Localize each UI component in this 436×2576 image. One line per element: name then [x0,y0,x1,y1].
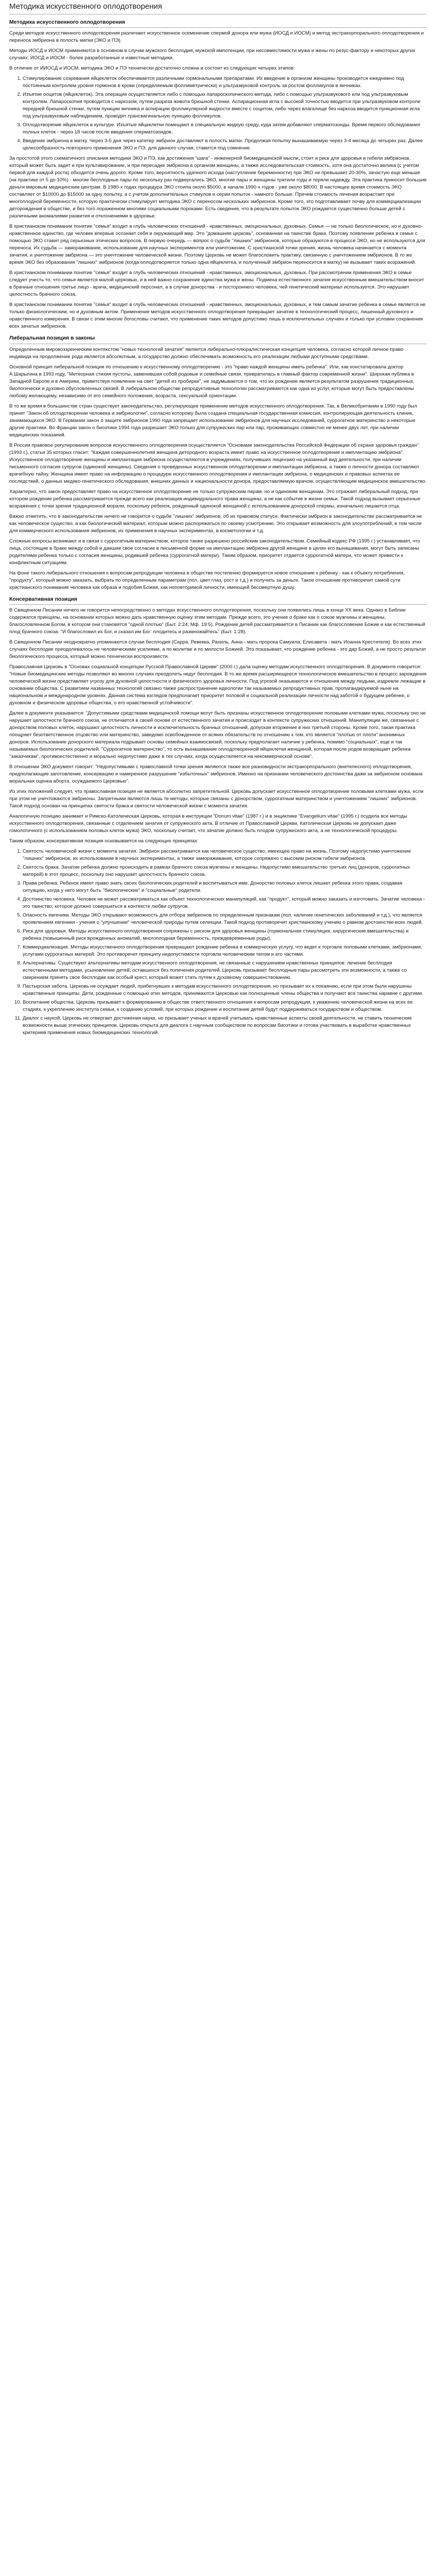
section-heading: Либеральная позиция в законы [9,334,427,344]
paragraph: Важно отметить, что в законодательстве ничего не говорится о судьбе "лишних" эмбрионов, об их правовом статусе. Фактически эмбрион в законодательстве рассматривается не как человеческое существо, а как биологический материал, которым можно распоряжаться по своему усмотрению. Это открывает возможность для злоупотреблений, в том числе для коммерческого использования эмбрионов, их применения в научных экспериментах, в косметологии и т.д. [9,513,422,534]
list-item: 2. Святость брака. Зачатие ребенка должно происходить в рамках брачного союза мужчины и женщины. Недопустимо вмешательство третьих лиц (доноров, суррогатных матерей) в этот процесс, поскольку оно нарушает целостность брачного союза. [23,864,427,878]
paragraph: Сложные вопросы возникают и в связи с суррогатным материнством, которое также разрешено российским законодательством. Семейный кодекс РФ (1995 г.) устанавливает, что лица, состоящие в браке между собой и давшие свое согласие в письменной форме на имплантацию эмбриона другой женщине в целях его вынашивания, могут быть записаны родителями ребенка только с согласия женщины, родившей ребенка (суррогатной матери). Таким образом, приоритет отдается суррогатной матери, что может привести к конфликтным ситуациям. [9,538,421,566]
list-item: 9. Пастырская забота. Церковь не осуждает людей, прибегнувших к методам искусственного оплодотворения, но призывает их к покаянию, если при этом были нарушены нравственные принципы. Дети, рожденные с помощью этих методов, принимаются Церковью как полноценные члены общества и получают все таинства наравне с другими. [23,983,427,997]
paragraph: Далее в документе указывается: "Допустимыми средствами медицинской помощи могут быть признаны искусственное оплодотворение половыми клетками мужа, поскольку оно не нарушает целостности брачного союза, не отличается в своей основе от естественного зачатия и происходит в контексте супружеских отношений. Манипуляции же, связанные с донорством половых клеток, нарушают целостность личности и исключительность брачных отношений, допуская вторжение в них третьей стороны. Кроме того, такая практика поощряет безответственное отцовство или материнство, заведомо освобожденное от всяких обязательств по отношению к тем, кто является "плотью от плоти" анонимных доноров. Использование донорского материала подрывает основы семейных взаимосвязей, поскольку предполагает наличие у ребенка, помимо "социальных", еще и так называемых биологических родителей. "Суррогатное материнство", то есть вынашивание оплодотворенной яйцеклетки женщиной, которая после родов возвращает ребенка "заказчикам", противоестественно и морально недопустимо даже в тех случаях, когда осуществляется на некоммерческой основе". [9,710,426,759]
paragraph: В Священном Писании неоднократно упоминаются случаи бесплодия (Сарра, Ревекка, Рахиль, Анна - мать пророка Самуила, Елисавета - мать Иоанна Крестителя). Во всех этих случаях бесплодие преодолевалось не человеческими усилиями, а по молитве и по милости Божией. Это показывает, что рождение ребенка - это дар Божий, а не просто результат биологического процесса, который можно технически воспроизвести. [9,639,426,659]
paragraph: В христианском понимании понятие "семья" входит в глубь человеческих отношений - нравственных, эмоциональных, духовных. При рассмотрении применения ЭКО в семье следует учесть то, что семья является малой церковью, и в ней важно сохранение единства мужа и жены. Подмена естественного зачатия искусственным вмешательством вносит в брачные отношения третье лицо - врача, медицинский персонал, а в случае донорства - и постороннего человека, чей генетический материал используется. Это нарушает целостность брачного союза. [9,270,424,298]
paragraph: В отличие от ИИОСД и ИОСМ, методика ЭКО и ПЭ технически достаточно сложна и состоит из следующих четырех этапов: [9,65,295,72]
section-heading: Методика искусственного оплодотворения [9,19,427,28]
article [0,1,436,1048]
numbered-list [9,848,427,1037]
list-item: 3. Оплодотворение яйцеклеток в культуре. Изъятые яйцеклетки помещают в специальную жидкую среду, куда затем добавляют сперматозоиды. Время первого обследования полных клеток - через 18 часов после введения сперматозоидов. [23,122,427,136]
paragraph: За простотой этого схематичного описания методики ЭКО и ПЭ, как достижения "шага" - инженерной биомедицинской мысли, стоит и риск для здоровья и гибели эмбрионов, который может быть задет и при культивировании, и при пересадке эмбриона в организм женщины, а также исследовательская стоимость, хотя она достаточно велика (с учетом первой для каждой роста) обходится очень дорого. Кроме того, вероятность удачного исхода (наступление беременности) при ЭКО не превышает 20-30%, зачастую еще меньше (на практике от 5 до 10%) - многие бесплодные пары по нескольку раз подвергались ЭКО, многие пары и женщины тратили годы и теряли надежду. Эта практика приносит большие деньги мировым медицинским центрам. В 1980-х годах процедура ЭКО стоила около $5000, в начале 1990-х годов - уже около $8000. В настоящее время стоимость ЭКО составляет от $10000 до $15000 за одну попытку, а с учетом дополнительных стимулов и серии попыток - намного больше. Причем стоимость лечения возрастает при многоплодной беременности, которую практически стимулирует методика ЭКО с переносом нескольких эмбрионов. Кроме того, это подготавливает почву для коммерциализации деторождения в обществе, и без того пораженном многими социальными пороками. Есть сведения, что в результате попыток ЭКО рождается существенно больше детей с различными аномалиями развития и отклонениями в здоровье. [9,156,427,219]
paragraph: Основной принцип либеральной позиции по отношению к искусственному оплодотворению - это "право каждой женщины иметь ребенка". Или, как констатировала доктор А.Шарыгина в 1993 году, "Метеорная стихия пустоты, заменившая собой родовые и семейные связи, превратилась в главный фактор современной жизни". Широкая публика в Западной Европе и в Америке, приветствуя появление на свет "детей из пробирки", не задумывается о том, что их рождение является результатом разрушения традиционных, биологически и духовно обусловленных связей. В либеральном обществе репродуктивные технологии рассматриваются как одна из услуг, которые могут быть предоставлены любому желающему, независимо от его семейного положения, возраста, сексуальной ориентации. [9,364,414,399]
paragraph: Методы ИОСД и ИОСМ применяются в основном в случае мужского бесплодия, мужской импотенции, при несовместимости мужа и жены по резус-фактору и некоторых других случаях; ИОСД и ИОСМ - более разработанные и известные методики. [9,48,415,61]
article-body [9,19,427,1037]
list-item: 4. Достоинство человека. Человек не может рассматриваться как объект технологических манипуляций, как "продукт", который можно заказать и изготовить. Зачатие человека - это таинство, которое должно совершаться в контексте любви супругов. [23,896,427,910]
section-heading: Консервативная позиция [9,596,427,605]
numbered-list [9,75,427,152]
paragraph: Среди методов искусственного оплодотворения различают искусственное осеменение спермой донора или мужа (ИОСД и ИОСМ) и метод экстракорпорального оплодотворения и переноса эмбриона в полость матки (ЭКО и ПЭ). [9,30,424,44]
list-item: 8. Альтернативы. Существуют альтернативы методам искусственного оплодотворения, не связанные с нарушением нравственных принципов: лечение бесплодия естественными методами, усыновление детей, оставшихся без попечения родителей. Церковь призывает бесплодные пары рассмотреть эти возможности, а также со смирением принять свое бесплодие как особый крест, который может стать путем к духовному совершенствованию. [23,960,427,981]
paragraph: На фоне такого либерального отношения к вопросам репродукции человека в обществе постепенно формируется новое отношение к ребенку - как к объекту потребления, "продукту", который можно заказать, выбрать по определенным параметрам (пол, цвет глаз, рост и т.д.) и получить за деньги. Такое отношение противоречит самой сути христианского понимания человека как образа и подобия Божия, как неповторимой личности, имеющей бессмертную душу. [9,570,405,590]
list-item: 1. Стимулирование созревания яйцеклеток обеспечивается различными гормональными препаратами. Их введение в организм женщины производится ежедневно под постоянным контролем уровня гормонов в крови (определяемым фоллиметрически) и ультразвуковой контроль за ростом фолликулов в яичниках. [23,75,427,90]
paragraph: Аналогичную позицию занимает и Римско-Католическая Церковь, которая в инструкции "Donum vitae" (1987 г.) и в энциклике "Evangelium vitae" (1995 г.) осудила все методы искусственного оплодотворения, связанные с отделением зачатия от супружеского акта. В отличие от Православной Церкви, Католическая Церковь не допускает даже гомологичного (с использованием половых клеток мужа) ЭКО, поскольку считает, что зачатие должно быть плодом супружеского акта, а не технологической процедуры. [9,813,407,834]
list-item: 7. Коммерциализация. Методы искусственного оплодотворения превращают рождение ребенка в коммерческую услугу, что ведет к торговле половыми клетками, эмбрионами, услугами суррогатных матерей. Это противоречит принципу недопустимости торговли человеческим телом и его частями. [23,944,427,958]
list-item: 1. Святость человеческой жизни с момента зачатия. Эмбрион рассматривается как человеческое существо, имеющее право на жизнь. Поэтому недопустимо уничтожение "лишних" эмбрионов, их использование в научных экспериментах, а также замораживание, которое сопряжено с высоким риском гибели эмбрионов. [23,848,427,862]
list-item: 5. Опасность евгеники. Методы ЭКО открывают возможность для отбора эмбрионов по определенным признакам (пол, наличие генетических заболеваний и т.д.), что является проявлением евгеники - учения о "улучшении" человеческой природы путем селекции. Такой подход противоречит христианскому учению о равном достоинстве всех людей. [23,912,427,926]
list-item: 2. Изъятие ооцитов (яйцеклеток). Эта операция осуществляется либо с помощью лапароскопического метода, либо с помощью ультразвукового или под ультразвуковым контролем. Лапароскопия проводится с наркозом, путем разреза живота брюшной стенки. Аспирационная игла с высокой точностью вводится при ультразвуковом контроле передней брюшной стенки, путем пункции яичника и аспирации фолликулярной жидкости вместе с ооцитом, либо через влагалище без наркоза вводится пункционная игла под ультразвуковым наблюдением, проводят трансвагинальную пункцию фолликулов. [23,91,427,120]
paragraph: В России правовое регулирование вопросов искусственного оплодотворения осуществляется "Основами законодательства Российской Федерации об охране здоровья граждан" (1993 г.), статья 35 которых гласит: "Каждая совершеннолетняя женщина детородного возраста имеет право на искусственное оплодотворение и имплантацию эмбриона". Искусственное оплодотворение женщины и имплантация эмбриона осуществляются в учреждениях, получивших лицензию на указанный вид деятельности, при наличии письменного согласия супругов (одинокой женщины). Сведения о проведенных искусственном оплодотворении и имплантации эмбриона, а также о личности донора составляют врачебную тайну. Женщина имеет право на информацию о процедуре искусственного оплодотворения и имплантации эмбриона, о медицинских и правовых аспектах ее последствий, о данных медико-генетического обследования, внешних данных и национальности донора, предоставляемую врачом, осуществляющим медицинское вмешательство. [9,442,427,484]
paragraph: В отношении ЭКО документ говорит: "Недопустимыми с православной точки зрения являются также все разновидности экстракорпорального (внетелесного) оплодотворения, предполагающие заготовление, консервацию и намеренное разрушение "избыточных" эмбрионов. Именно на признании человеческого достоинства даже за эмбрионом основана моральная оценка аборта, осуждаемого Церковью". [9,764,423,784]
list-item: 10. Воспитание общества. Церковь призывает к формированию в обществе ответственного отношения к вопросам репродукции, к уважению человеческой жизни на всех ее стадиях, к укреплению института семьи, к созданию условий, при которых рождение и воспитание детей будут поддерживаться государством и обществом. [23,999,427,1013]
page-title: Методика искусственного оплодотворения [9,1,427,14]
paragraph: Определенным мировоззренческим контекстом "новых технологий зачатия" является либерально-плюралистическая концепция человека, согласно которой личное право индивида на продолжение рода является абсолютным, а государство должно обеспечивать возможность его реализации любыми доступными средствами. [9,346,404,360]
paragraph: Из этих положений следует, что православная позиция не является абсолютно запретительной. Церковь допускает искусственное оплодотворение половыми клетками мужа, если при этом не уничтожаются эмбрионы. Запретными являются лишь те методы, которые связаны с донорством, суррогатным материнством и уничтожением "лишних" эмбрионов. Такой подход основан на принципах святости брака и святости человеческой жизни с момента зачатия. [9,788,424,809]
paragraph: В христианском понимании понятие "семья" входит в глубь человеческих отношений - нравственных, эмоциональных, духовных, и тем самым зачатие ребенка в семье является не только физиологическим, но и духовным актом. Применение методов искусственного оплодотворения превращает зачатие в технологический процесс, лишенный духовного и нравственного измерения. В связи с этим многие богословы считают, что применение таких методов допустимо лишь в исключительных случаях и только при условии сохранения всех зачатых эмбрионов. [9,302,426,330]
list-item: 11. Диалог с наукой. Церковь не отвергает достижения науки, но призывает ученых и врачей учитывать нравственные аспекты своей деятельности, не ставить технические возможности выше этических принципов. Церковь открыта для диалога с научным сообществом по вопросам биоэтики и готова участвовать в выработке нравственных критериев применения новых биомедицинских технологий. [23,1015,427,1037]
list-item: 3. Права ребенка. Ребенок имеет право знать своих биологических родителей и воспитываться ими. Донорство половых клеток лишает ребенка этого права, создавая ситуацию, когда у него могут быть "биологические" и "социальные" родители. [23,880,427,894]
paragraph: В христианском понимании понятие "семья" входит в глубь человеческих отношений - нравственных, эмоциональных, духовных. Семья — не только биологическое, но и духовно-нравственное единство, где человек впервые осознает себя и окружающий мир. Это "домашняя церковь", основанная на таинстве брака. Поэтому появление ребенка в семье с помощью ЭКО ставит ряд серьезных этических вопросов. В первую очередь — вопрос о судьбе "лишних" эмбрионов, которые образуются в процессе ЭКО, но не используются для переноса. Их судьба — замораживание, использование для научных экспериментов или уничтожение. С христианской точки зрения, жизнь человека начинается с момента зачатия, и уничтожение эмбриона — это уничтожение человеческой жизни. Поэтому Церковь не может благословить практику, связанную с уничтожением эмбрионов. В то же время ЭКО без образования "лишних" эмбрионов (когда оплодотворяется только одна яйцеклетка, и полученный эмбрион переносится в матку) не вызывает таких возражений. [9,224,425,266]
list-item: 6. Риск для здоровья. Методы искусственного оплодотворения сопряжены с риском для здоровья женщины (гормональная стимуляция, хирургические вмешательства) и ребенка (повышенный риск врожденных аномалий, многоплодная беременность, преждевременные роды). [23,928,427,942]
list-item: 4. Введение эмбриона в матку. Через 3-5 дня через катетер эмбрион доставляют в полость матки. Продолжая попытку вынашиваемую через 3-4 месяца до четырех раз. Далее целесообразность повторного применения ЭКО и ПЭ, для данного случая, ставится под сомнение. [23,138,427,152]
paragraph: В Священном Писании ничего не говорится непосредственно о методах искусственного оплодотворения, поскольку они появились лишь в конце XX века. Однако в Библии содержатся принципы, на основании которых можно дать нравственную оценку этим методам. Прежде всего, это учение о браке как о союзе мужчины и женщины, благословленном Богом, в котором они становятся "одной плотью" (Быт. 2:24; Мф. 19:5). Рождение детей рассматривается в Писании как благословение Божие и как естественный плод брачного союза: "И благословил их Бог, и сказал им Бог: плодитесь и размножайтесь" (Быт. 1:28). [9,607,425,635]
paragraph: Православная Церковь в "Основах социальной концепции Русской Православной Церкви" (2000 г.) дала оценку методам искусственного оплодотворения. В документе говорится: "Новые биомедицинские методы позволяют во многих случаях преодолеть недуг бесплодия. В то же время расширяющееся технологическое вмешательство в процесс зарождения человеческой жизни представляет угрозу для духовной целостности и физического здоровья личности. Под угрозой оказываются и отношения между людьми, издревле лежащие в основании общества. С развитием названных технологий связано также распространение идеологии так называемых репродуктивных прав, пропагандируемой ныне на национальном и международном уровнях. Данная система взглядов предполагает приоритет половой и социальной реализации личности над заботой о будущем ребенке, о духовном и физическом здоровье общества, о его нравственной устойчивости". [9,664,427,706]
paragraph: В то же время в большинстве стран существует законодательство, регулирующее применение методов искусственного оплодотворения. Так, в Великобритании в 1990 году был принят "Закон об оплодотворении человека и эмбриологии", согласно которому была создана специальная государственная комиссия, контролирующая деятельность клиник, занимающихся ЭКО. В Германии закон о защите эмбрионов 1990 года запрещает использование эмбрионов для научных исследований, суррогатное материнство и некоторые другие практики. Во Франции закон о биоэтике 1994 года разрешает ЭКО только для супружеских пар или пар, проживающих совместно не менее двух лет, при наличии медицинских показаний. [9,403,417,438]
paragraph: Таким образом, консервативная позиция основывается на следующих принципах: [9,838,199,844]
paragraph: Характерно, что закон предоставляет право на искусственное оплодотворение не только супружеским парам, но и одиноким женщинам. Это отражает либеральный подход, при котором рождение ребенка рассматривается прежде всего как реализация индивидуального права женщины, а не как событие в жизни семьи. Такой подход вызывает серьезные возражения с точки зрения традиционной морали, поскольку ребенок, рожденный одинокой женщиной с использованием донорской спермы, изначально лишается отца. [9,488,421,509]
